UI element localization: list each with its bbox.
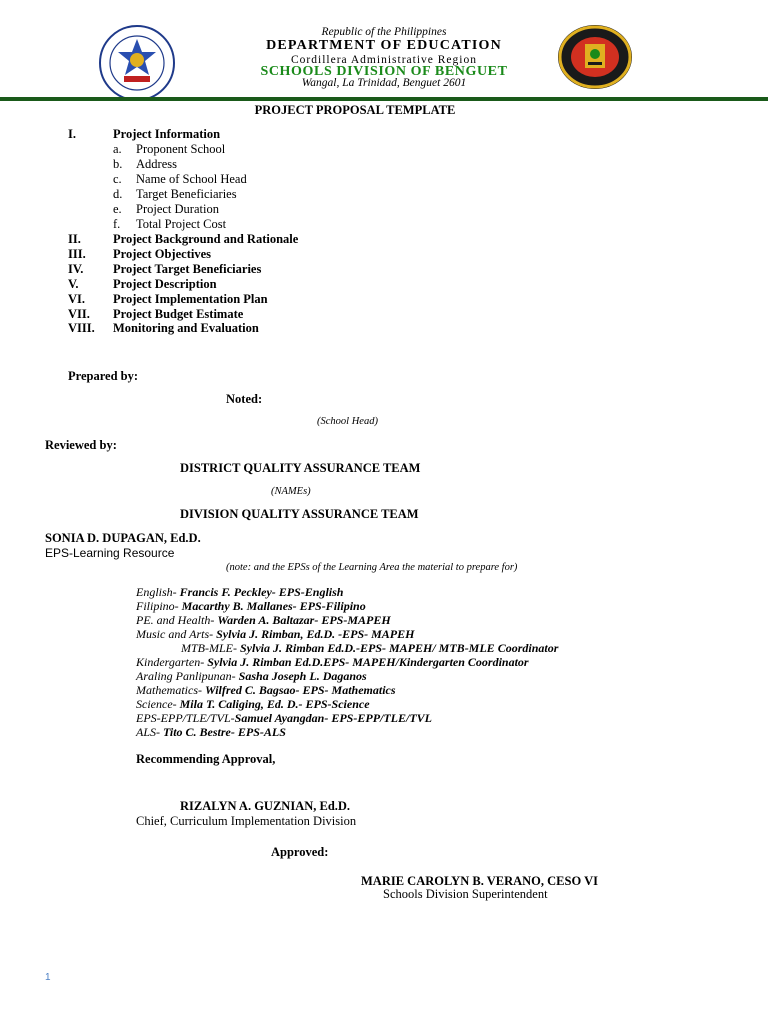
eps-list-item [136,585,343,599]
sub-letter: f. [113,217,121,231]
eps-person: Mila T. Caliging, Ed. D.- EPS-Science [179,697,370,711]
recommending-label: Recommending Approval, [136,752,276,766]
eps-area: Music and Arts- [136,627,217,641]
sub-label: Address [136,157,177,171]
outline-num: III. [68,247,86,261]
division-address: Wangal, La Trinidad, Benguet 2601 [301,77,467,89]
sub-label: Target Beneficiaries [136,187,237,201]
sub-label: Name of School Head [136,172,247,186]
outline-num: VIII. [68,321,95,335]
eps-area: PE. and Health- [136,613,218,627]
eps-list-item [136,613,391,627]
names-placeholder: (NAMEs) [271,486,311,497]
cid-title: Chief, Curriculum Implementation Division [136,814,357,828]
eps-area: English- [136,585,180,599]
lr-title: EPS-Learning Resource [45,546,175,560]
eps-list-item [136,655,529,669]
eps-area: Araling Panlipunan- [136,669,239,683]
outline-num: VII. [68,307,90,321]
region-name: Cordillera Administrative Region [291,54,477,66]
eps-person: Sylvia J. Rimban Ed.D.-EPS- MAPEH/ MTB-MLE Coordinator [240,641,559,655]
eps-person: Sylvia J. Rimban, Ed.D. -EPS- MAPEH [216,627,415,641]
eps-person: Warden A. Baltazar- EPS-MAPEH [217,613,391,627]
sub-letter: c. [113,172,122,186]
division-team-heading: DIVISION QUALITY ASSURANCE TEAM [180,507,419,521]
page-title: PROJECT PROPOSAL TEMPLATE [254,103,456,117]
outline-label: Project Implementation Plan [113,292,268,306]
cid-name: RIZALYN A. GUZNIAN, Ed.D. [180,799,351,813]
eps-list-item [136,683,396,697]
department-name: DEPARTMENT OF EDUCATION [266,38,502,53]
outline-label: Monitoring and Evaluation [113,321,259,335]
eps-person: Sylvia J. Rimban Ed.D.EPS- MAPEH/Kindergarten Coordinator [207,655,529,669]
eps-list-item [136,599,366,613]
republic-line: Republic of the Philippines [321,26,447,38]
sub-letter: a. [113,142,122,156]
lr-name: SONIA D. DUPAGAN, Ed.D. [45,531,201,545]
sub-label: Project Duration [136,202,219,216]
eps-area: Filipino- [136,599,182,613]
outline-label: Project Description [113,277,217,291]
eps-person: Francis F. Peckley- EPS-English [179,585,344,599]
eps-note: (note: and the EPSs of the Learning Area the material to prepare for) [226,562,518,573]
eps-person: Samuel Ayangdan- EPS-EPP/TLE/TVL [234,711,433,725]
eps-person: Tito C. Bestre- EPS-ALS [163,725,286,739]
outline-label: Project Information [113,127,221,141]
sub-letter: d. [113,187,123,201]
eps-area: Science- [136,697,180,711]
eps-person: Sasha Joseph L. Daganos [238,669,367,683]
outline-num: V. [68,277,79,291]
eps-area: EPS-EPP/TLE/TVL- [136,711,235,725]
outline-label: Project Background and Rationale [113,232,299,246]
eps-list-item [181,641,558,655]
eps-person: Wilfred C. Bagsao- EPS- Mathematics [204,683,396,697]
sds-title: Schools Division Superintendent [383,887,548,901]
approved-label: Approved: [271,845,329,859]
eps-list-item [136,697,370,711]
header-rule [0,97,768,101]
sub-letter: e. [113,202,122,216]
outline-num: II. [68,232,81,246]
eps-area: Mathematics- [136,683,205,697]
eps-list-item [136,725,286,739]
eps-list-item [136,627,414,641]
sds-name: MARIE CAROLYN B. VERANO, CESO VI [361,874,598,888]
eps-list-item [136,711,432,725]
prepared-by-label: Prepared by: [68,369,139,383]
eps-area: Kindergarten- [136,655,208,669]
district-team-heading: DISTRICT QUALITY ASSURANCE TEAM [180,461,421,475]
eps-area: ALS- [136,725,163,739]
sub-letter: b. [113,157,123,171]
outline-label: Project Objectives [113,247,211,261]
eps-person: Macarthy B. Mallanes- EPS-Filipino [181,599,366,613]
outline-num: I. [68,127,76,141]
outline-label: Project Budget Estimate [113,307,244,321]
outline-num: VI. [68,292,86,306]
reviewed-by-label: Reviewed by: [45,438,117,452]
eps-list-item [136,669,367,683]
division-name: SCHOOLS DIVISION OF BENGUET [260,64,508,79]
page-number: 1 [45,972,51,983]
outline-label: Project Target Beneficiaries [113,262,262,276]
school-head-label: (School Head) [317,416,378,427]
eps-area: MTB-MLE- [181,641,240,655]
outline-num: IV. [68,262,84,276]
sub-label: Total Project Cost [136,217,227,231]
sub-label: Proponent School [136,142,226,156]
noted-label: Noted: [226,392,263,406]
